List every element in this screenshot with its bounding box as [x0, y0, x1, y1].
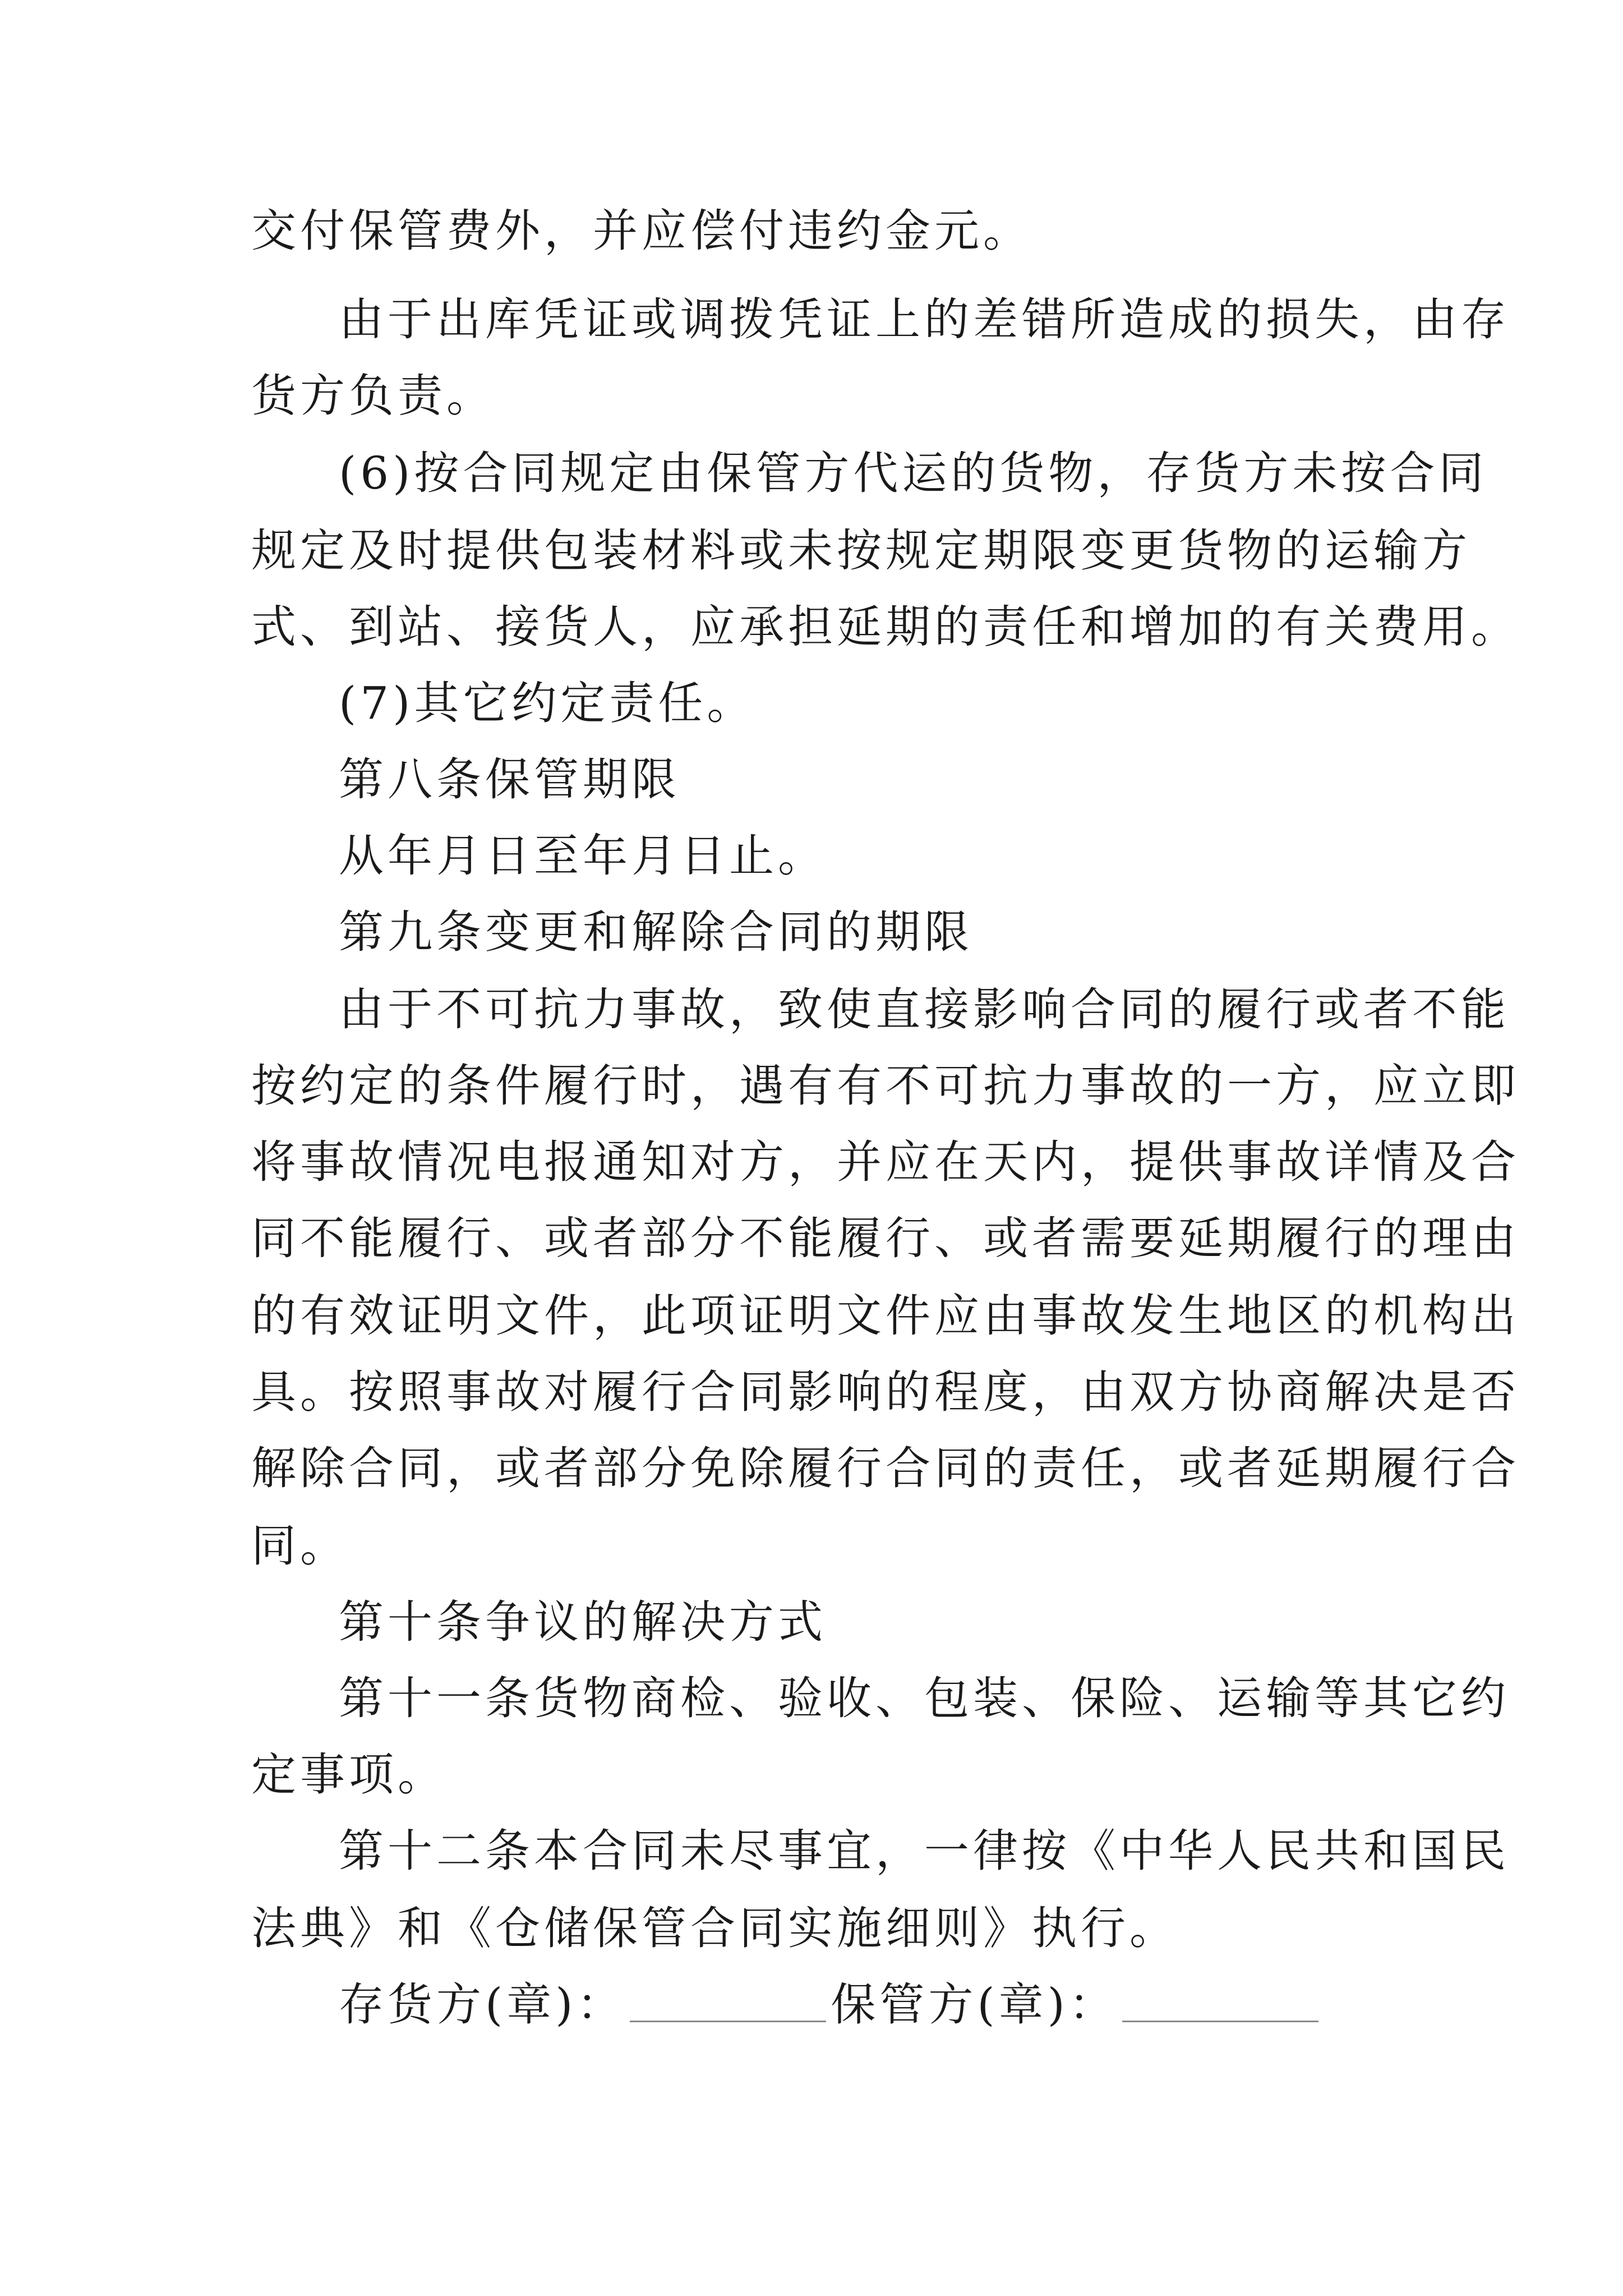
depositor-signature-blank[interactable] — [630, 1976, 826, 2022]
clause-item-7: (7)其它约定责任。 — [339, 677, 756, 729]
article-heading-12: 第十二条本合同未尽事宜，一律按《中华人民共和国民 — [339, 1825, 1510, 1877]
body-text-line: 法典》和《仓储保管合同实施细则》执行。 — [251, 1902, 1178, 1954]
body-text-line: 由于不可抗力事故，致使直接影响合同的履行或者不能 — [339, 983, 1510, 1036]
article-heading-11: 第十一条货物商检、验收、包装、保险、运输等其它约 — [339, 1672, 1510, 1724]
body-text-line: 交付保管费外，并应偿付违约金元。 — [251, 205, 1032, 257]
body-text-line: 具。按照事故对履行合同影响的程度，由双方协商解决是否 — [251, 1366, 1520, 1418]
article-heading-10: 第十条争议的解决方式 — [339, 1596, 827, 1648]
body-text-line: 将事故情况电报通知对方，并应在天内，提供事故详情及合 — [251, 1136, 1520, 1188]
keeper-seal-label: 保管方(章)： — [831, 1978, 1118, 2031]
body-text-line: 货方负责。 — [251, 370, 495, 422]
article-heading-9: 第九条变更和解除合同的期限 — [339, 906, 973, 958]
article-heading-8: 第八条保管期限 — [339, 753, 680, 806]
body-text-line: 的有效证明文件，此项证明文件应由事故发生地区的机构出 — [251, 1290, 1520, 1342]
body-text-line: 由于出库凭证或调拨凭证上的差错所造成的损失，由存 — [339, 293, 1510, 346]
body-text-line: 式、到站、接货人，应承担延期的责任和增加的有关费用。 — [251, 601, 1520, 653]
keeper-signature-blank[interactable] — [1122, 1976, 1318, 2022]
body-text-line: 同不能履行、或者部分不能履行、或者需要延期履行的理由 — [251, 1212, 1520, 1264]
body-text-line: 同。 — [251, 1520, 349, 1572]
clause-item-6: (6)按合同规定由保管方代运的货物，存货方未按合同 — [339, 447, 1488, 499]
body-text-line: 按约定的条件履行时，遇有有不可抗力事故的一方，应立即 — [251, 1060, 1520, 1112]
body-text-line: 从年月日至年月日止。 — [339, 830, 827, 882]
signature-line — [339, 1971, 1418, 2039]
body-text-line: 解除合同，或者部分免除履行合同的责任，或者延期履行合 — [251, 1442, 1520, 1494]
body-text-line: 定事项。 — [251, 1749, 446, 1801]
depositor-seal-label: 存货方(章)： — [339, 1978, 626, 2031]
body-text-line: 规定及时提供包装材料或未按规定期限变更货物的运输方 — [251, 524, 1471, 577]
